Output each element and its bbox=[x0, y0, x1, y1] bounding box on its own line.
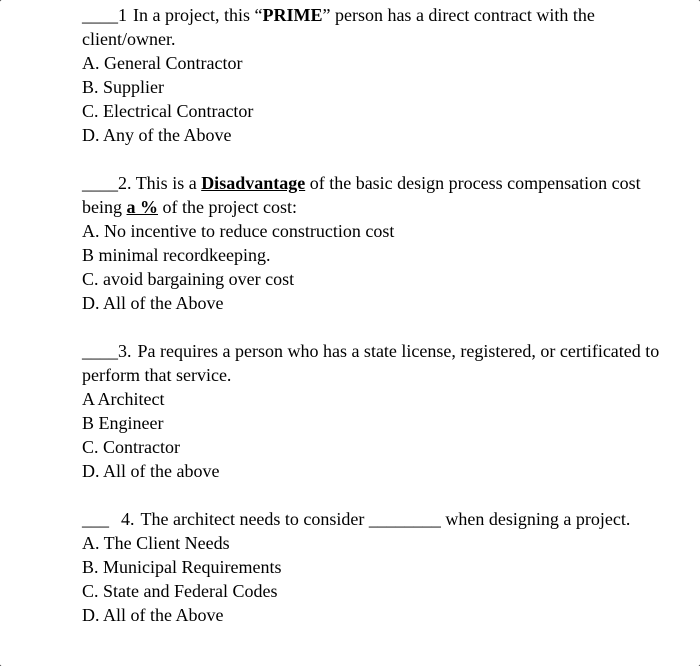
answer-blank: ____ bbox=[82, 341, 118, 361]
answer-blank: ____ bbox=[82, 5, 118, 25]
option-d: D. All of the Above bbox=[82, 293, 224, 313]
question-2-stem bbox=[82, 171, 682, 219]
question-text: of the project cost: bbox=[158, 197, 297, 217]
fill-in-blank: ________ bbox=[368, 509, 441, 529]
option-c: C. Contractor bbox=[82, 437, 180, 457]
option-d: D. All of the Above bbox=[82, 605, 224, 625]
question-3-stem bbox=[82, 339, 682, 387]
option-b: B Engineer bbox=[82, 413, 164, 433]
question-emphasis: PRIME bbox=[262, 5, 323, 25]
option-a: A. General Contractor bbox=[82, 53, 243, 73]
question-1 bbox=[82, 3, 682, 147]
question-text: In a project, this “ bbox=[133, 5, 263, 25]
answer-blank: ___ bbox=[82, 509, 109, 529]
question-text: when designing a project. bbox=[440, 509, 631, 529]
answer-blank: ____ bbox=[82, 173, 118, 193]
question-emphasis: a % bbox=[126, 197, 158, 217]
question-text: This is a bbox=[135, 173, 202, 193]
question-3 bbox=[82, 339, 682, 483]
option-a: A. The Client Needs bbox=[82, 533, 230, 553]
question-text: ” person has a direct contract with the client/owner. bbox=[82, 5, 595, 49]
question-4 bbox=[82, 507, 682, 627]
option-a: A Architect bbox=[82, 389, 165, 409]
question-number: 2. bbox=[118, 173, 132, 193]
option-b: B. Municipal Requirements bbox=[82, 557, 282, 577]
option-c: C. Electrical Contractor bbox=[82, 101, 254, 121]
question-text: Pa requires a person who has a state license, registered, or certificated to perform that service. bbox=[82, 341, 660, 385]
option-c: C. State and Federal Codes bbox=[82, 581, 278, 601]
option-a: A. No incentive to reduce construction cost bbox=[82, 221, 395, 241]
option-d: D. All of the above bbox=[82, 461, 220, 481]
question-1-stem bbox=[82, 3, 682, 51]
question-number: 1 bbox=[118, 5, 127, 25]
question-text: of the basic design process compensation cost being bbox=[82, 173, 641, 217]
option-b: B minimal recordkeeping. bbox=[82, 245, 271, 265]
question-4-stem bbox=[82, 507, 682, 531]
option-b: B. Supplier bbox=[82, 77, 165, 97]
question-2 bbox=[82, 171, 682, 315]
question-number: 3. bbox=[118, 341, 132, 361]
question-list bbox=[82, 3, 682, 627]
question-text: The architect needs to consider bbox=[140, 509, 369, 529]
question-number: 4. bbox=[121, 509, 135, 529]
question-emphasis: Disadvantage bbox=[201, 173, 306, 193]
option-d: D. Any of the Above bbox=[82, 125, 232, 145]
option-c: C. avoid bargaining over cost bbox=[82, 269, 295, 289]
